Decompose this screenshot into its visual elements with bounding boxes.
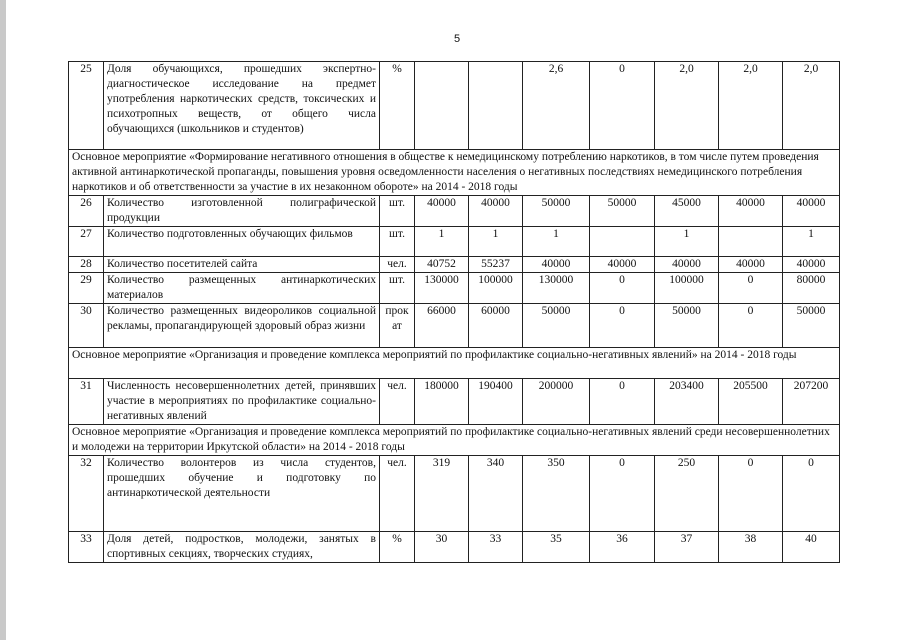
value-cell: 0 <box>590 456 655 532</box>
row-number: 26 <box>69 196 104 227</box>
value-cell: 35 <box>523 532 590 563</box>
table-row <box>69 62 840 150</box>
value-cell: 40000 <box>415 196 469 227</box>
table-row <box>69 304 840 348</box>
value-cell: 0 <box>719 456 783 532</box>
value-cell: 2,0 <box>783 62 840 150</box>
value-cell: 40000 <box>783 196 840 227</box>
indicator-name: Доля детей, подростков, молодежи, занятых в спортивных секциях, творческих студиях, <box>104 532 380 563</box>
value-cell: 130000 <box>523 273 590 304</box>
value-cell: 45000 <box>655 196 719 227</box>
indicator-name: Количество размещенных антинаркотических материалов <box>104 273 380 304</box>
value-cell: 50000 <box>523 304 590 348</box>
indicators-table <box>68 61 840 563</box>
row-number: 32 <box>69 456 104 532</box>
value-cell: 80000 <box>783 273 840 304</box>
row-number: 28 <box>69 257 104 273</box>
table-row <box>69 273 840 304</box>
value-cell <box>415 62 469 150</box>
row-number: 27 <box>69 227 104 257</box>
value-cell: 40000 <box>469 196 523 227</box>
table-row <box>69 456 840 532</box>
indicator-name: Количество размещенных видеороликов социальной рекламы, пропагандирующей здоровый образ жизни <box>104 304 380 348</box>
indicator-name: Количество подготовленных обучающих фильмов <box>104 227 380 257</box>
value-cell: 30 <box>415 532 469 563</box>
value-cell: 40 <box>783 532 840 563</box>
row-number: 25 <box>69 62 104 150</box>
unit-cell: шт. <box>380 273 415 304</box>
value-cell: 100000 <box>469 273 523 304</box>
value-cell: 319 <box>415 456 469 532</box>
value-cell: 40752 <box>415 257 469 273</box>
indicator-name: Количество изготовленной полиграфической продукции <box>104 196 380 227</box>
value-cell: 40000 <box>719 257 783 273</box>
value-cell: 180000 <box>415 379 469 425</box>
section-heading: Основное мероприятие «Организация и проведение комплекса мероприятий по профилактике социально-негативных явлений» на 2014 - 2018 годы <box>69 348 840 379</box>
value-cell: 1 <box>783 227 840 257</box>
indicator-name: Численность несовершеннолетних детей, принявших участие в мероприятиях по профилактике социально-негативных явлений <box>104 379 380 425</box>
value-cell <box>469 62 523 150</box>
value-cell: 50000 <box>523 196 590 227</box>
value-cell: 0 <box>590 379 655 425</box>
value-cell: 2,0 <box>655 62 719 150</box>
value-cell: 1 <box>523 227 590 257</box>
value-cell: 40000 <box>590 257 655 273</box>
value-cell: 0 <box>590 62 655 150</box>
unit-cell: чел. <box>380 257 415 273</box>
value-cell: 50000 <box>655 304 719 348</box>
table-row <box>69 257 840 273</box>
value-cell: 340 <box>469 456 523 532</box>
section-row <box>69 348 840 379</box>
value-cell: 66000 <box>415 304 469 348</box>
table-row <box>69 532 840 563</box>
value-cell: 203400 <box>655 379 719 425</box>
value-cell: 207200 <box>783 379 840 425</box>
value-cell: 40000 <box>655 257 719 273</box>
unit-cell: шт. <box>380 196 415 227</box>
value-cell: 38 <box>719 532 783 563</box>
value-cell: 250 <box>655 456 719 532</box>
row-number: 30 <box>69 304 104 348</box>
unit-cell: прок ат <box>380 304 415 348</box>
value-cell: 33 <box>469 532 523 563</box>
scan-edge <box>0 0 6 640</box>
value-cell: 50000 <box>783 304 840 348</box>
section-heading: Основное мероприятие «Организация и проведение комплекса мероприятий по профилактике социально-негативных явлений среди несовершеннолетних и молодежи на территории Иркутской области» на 2014 - 2018 годы <box>69 425 840 456</box>
value-cell: 40000 <box>783 257 840 273</box>
unit-cell: % <box>380 62 415 150</box>
value-cell: 205500 <box>719 379 783 425</box>
unit-cell: % <box>380 532 415 563</box>
value-cell: 0 <box>719 304 783 348</box>
value-cell: 350 <box>523 456 590 532</box>
value-cell: 130000 <box>415 273 469 304</box>
value-cell: 0 <box>719 273 783 304</box>
value-cell <box>719 227 783 257</box>
value-cell: 40000 <box>719 196 783 227</box>
value-cell: 0 <box>783 456 840 532</box>
unit-cell: шт. <box>380 227 415 257</box>
value-cell <box>590 227 655 257</box>
value-cell: 190400 <box>469 379 523 425</box>
value-cell: 1 <box>469 227 523 257</box>
value-cell: 1 <box>415 227 469 257</box>
value-cell: 36 <box>590 532 655 563</box>
value-cell: 50000 <box>590 196 655 227</box>
value-cell: 37 <box>655 532 719 563</box>
page-number: 5 <box>453 33 461 45</box>
row-number: 31 <box>69 379 104 425</box>
section-row <box>69 150 840 196</box>
unit-cell: чел. <box>380 379 415 425</box>
section-heading: Основное мероприятие «Формирование негативного отношения в обществе к немедицинскому потреблению наркотиков, в том числе путем проведения активной антинаркотической пропаганды, повышения уровня осведомленности населения о негативных последствиях немедицинского потребления наркотиков и об ответственности за участие в их незаконном обороте» на 2014 - 2018 годы <box>69 150 840 196</box>
value-cell: 0 <box>590 304 655 348</box>
table-row <box>69 379 840 425</box>
unit-cell: чел. <box>380 456 415 532</box>
value-cell: 40000 <box>523 257 590 273</box>
value-cell: 200000 <box>523 379 590 425</box>
value-cell: 2,6 <box>523 62 590 150</box>
value-cell: 60000 <box>469 304 523 348</box>
section-row <box>69 425 840 456</box>
value-cell: 100000 <box>655 273 719 304</box>
indicator-name: Количество волонтеров из числа студентов, прошедших обучение и подготовку по антинаркотической деятельности <box>104 456 380 532</box>
value-cell: 1 <box>655 227 719 257</box>
row-number: 29 <box>69 273 104 304</box>
value-cell: 2,0 <box>719 62 783 150</box>
row-number: 33 <box>69 532 104 563</box>
value-cell: 0 <box>590 273 655 304</box>
indicator-name: Доля обучающихся, прошедших экспертно-диагностическое исследование на предмет употребления наркотических средств, токсических и психотропных веществ, от общего числа обучающихся (школьников и студентов) <box>104 62 380 150</box>
value-cell: 55237 <box>469 257 523 273</box>
indicator-name: Количество посетителей сайта <box>104 257 380 273</box>
table-row <box>69 227 840 257</box>
table-row <box>69 196 840 227</box>
